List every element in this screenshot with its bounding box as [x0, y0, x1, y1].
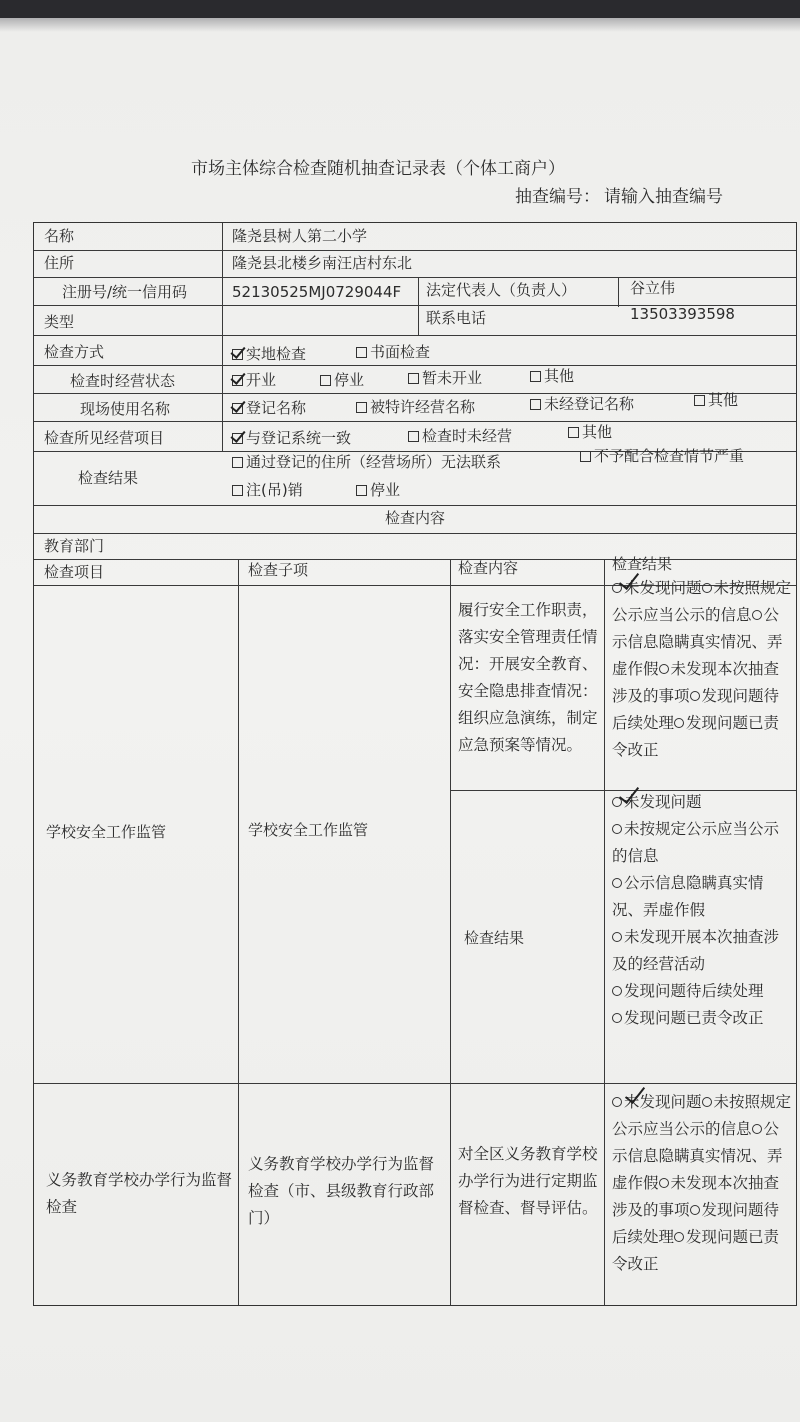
checkbox[interactable] [320, 375, 331, 386]
row2-content: 对全区义务教育学校办学行为进行定期监督检查、督导评估。 [458, 1145, 598, 1217]
option-label: 未发现本次抽查涉及的事项 [612, 1174, 780, 1219]
option-label: 未发现问题 [624, 579, 702, 597]
paper-shadow [0, 18, 800, 32]
checkbox[interactable] [694, 395, 705, 406]
option-label: 通过登记的住所（经营场所）无法联系 [246, 453, 502, 471]
rule [34, 533, 796, 534]
rule [618, 277, 619, 307]
reg-value: 52130525MJ0729044F [232, 283, 402, 301]
col-result-header: 检查结果 [612, 555, 673, 573]
option-label: 书面检查 [370, 343, 431, 361]
result-option[interactable] [612, 924, 794, 978]
option-label: 未按规定公示应当公示的信息 [612, 820, 780, 865]
address-label: 住所 [44, 254, 75, 272]
status-label: 检查时经营状态 [70, 372, 176, 390]
radio[interactable] [612, 824, 622, 834]
option-suspended[interactable] [356, 479, 400, 500]
phone-label: 联系电话 [426, 309, 487, 327]
option-label: 发现问题待后续处理 [612, 1201, 780, 1246]
rule [34, 559, 796, 560]
type-label: 类型 [44, 313, 75, 331]
option-label: 被特许经营名称 [370, 398, 476, 416]
rule [34, 277, 796, 278]
row1-content: 履行安全工作职责，落实安全管理责任情况：开展安全教育、安全隐患排查情况：组织应急演练，制定应急预案等情况。 [458, 601, 598, 754]
radio[interactable] [612, 878, 622, 888]
result-option[interactable] [612, 1005, 794, 1032]
option-label: 公示信息隐瞒真实情况、弄虚作假 [612, 606, 783, 678]
radio[interactable] [752, 1124, 762, 1134]
option-label: 其他 [708, 391, 739, 409]
option-open[interactable] [232, 369, 276, 390]
checkbox-checked[interactable] [232, 349, 243, 360]
option-not-operating[interactable] [408, 425, 512, 446]
option-label: 发现问题待后续处理 [624, 982, 764, 1000]
radio[interactable] [612, 1013, 622, 1023]
option-closed[interactable] [320, 369, 364, 390]
radio[interactable] [702, 583, 712, 593]
option-unreachable[interactable] [232, 451, 501, 472]
row1-item: 学校安全工作监管 [46, 823, 167, 841]
option-name-other[interactable] [694, 389, 738, 410]
option-uncooperative[interactable] [580, 445, 744, 466]
checkbox-checked[interactable] [232, 403, 243, 414]
phone-value: 13503393598 [630, 305, 735, 323]
option-label: 发现问题待后续处理 [612, 687, 780, 732]
checkbox[interactable] [356, 485, 367, 496]
radio[interactable] [674, 1232, 684, 1242]
method-label: 检查方式 [44, 343, 105, 361]
rule [450, 559, 451, 1305]
option-label: 检查时未经营 [422, 427, 513, 445]
name-label: 名称 [44, 227, 75, 245]
option-status-other[interactable] [530, 365, 574, 386]
option-registered-name[interactable] [232, 397, 306, 418]
rule [34, 250, 796, 251]
option-label: 未发现本次抽查涉及的事项 [612, 660, 780, 705]
col-item-header: 检查项目 [44, 563, 105, 581]
col-content-header: 检查内容 [458, 559, 519, 577]
option-label: 发现问题已责令改正 [624, 1009, 764, 1027]
result-label: 检查结果 [78, 469, 139, 487]
legal-rep-label: 法定代表人（负责人） [426, 281, 577, 299]
radio[interactable] [612, 986, 622, 996]
option-label: 发现问题已责令改正 [612, 1228, 780, 1273]
row2-result-options [612, 1089, 794, 1278]
business-label: 检查所见经营项目 [44, 429, 165, 447]
option-label: 未按照规定公示应当公示的信息 [612, 1093, 792, 1138]
option-consistent[interactable] [232, 427, 351, 448]
result-option[interactable] [612, 870, 794, 924]
checkbox[interactable] [356, 347, 367, 358]
option-label: 登记名称 [246, 399, 307, 417]
option-label: 发现问题已责令改正 [612, 714, 780, 759]
legal-rep-value: 谷立伟 [630, 279, 676, 297]
option-label: 其他 [582, 423, 613, 441]
option-franchise-name[interactable] [356, 396, 475, 417]
name-value: 隆尧县树人第二小学 [232, 227, 368, 245]
rule [604, 559, 605, 1305]
name-use-label: 现场使用名称 [80, 400, 171, 418]
address-value: 隆尧县北楼乡南汪店村东北 [232, 254, 413, 272]
checkbox[interactable] [232, 457, 243, 468]
inspection-number-value[interactable]: 请输入抽查编号 [604, 187, 723, 207]
rule [34, 421, 796, 422]
rule [34, 335, 796, 336]
option-label: 未经登记名称 [544, 395, 635, 413]
rule [34, 505, 796, 506]
row1-result2-options [612, 789, 794, 1032]
radio[interactable] [674, 718, 684, 728]
result-option[interactable] [612, 789, 794, 816]
row2-subitem: 义务教育学校办学行为监督检查（市、县级教育行政部门） [248, 1155, 435, 1227]
radio[interactable] [659, 664, 669, 674]
option-label: 未发现问题 [624, 793, 702, 811]
result-option[interactable] [612, 816, 794, 870]
checkbox[interactable] [580, 451, 591, 462]
row1-result-options [612, 575, 794, 764]
option-label: 停业 [334, 371, 365, 389]
option-label: 未发现问题 [624, 1093, 702, 1111]
radio[interactable] [702, 1097, 712, 1107]
option-written[interactable] [356, 341, 430, 362]
rule [34, 365, 796, 366]
option-label: 与登记系统一致 [246, 429, 352, 447]
content-heading: 检查内容 [384, 509, 445, 527]
radio[interactable] [612, 932, 622, 942]
radio-checked[interactable] [612, 1097, 622, 1107]
option-label: 未按照规定公示应当公示的信息 [612, 579, 792, 624]
radio[interactable] [690, 1205, 700, 1215]
checkbox[interactable] [232, 485, 243, 496]
rule [238, 559, 239, 1305]
row2-item: 义务教育学校办学行为监督检查 [46, 1171, 233, 1216]
inspection-form [33, 222, 797, 1306]
option-business-other[interactable] [568, 421, 612, 442]
rule [418, 277, 419, 335]
radio[interactable] [752, 610, 762, 620]
option-onsite[interactable] [232, 343, 306, 364]
option-cancelled[interactable] [232, 479, 303, 500]
radio[interactable] [690, 691, 700, 701]
reg-label: 注册号/统一信用码 [62, 283, 188, 301]
option-label: 注(吊)销 [246, 481, 303, 499]
radio[interactable] [659, 1178, 669, 1188]
option-label: 停业 [370, 481, 401, 499]
inspection-number-label: 抽查编号： [515, 187, 600, 207]
result-option[interactable] [612, 978, 794, 1005]
row1-subitem: 学校安全工作监管 [248, 821, 369, 839]
rule [34, 1083, 796, 1084]
option-unregistered-name[interactable] [530, 393, 634, 414]
inspection-number [515, 182, 723, 207]
option-label: 其他 [544, 367, 575, 385]
rule [34, 393, 796, 394]
checkbox[interactable] [356, 402, 367, 413]
option-label: 未发现开展本次抽查涉及的经营活动 [612, 928, 780, 973]
option-label: 暂未开业 [422, 369, 483, 387]
row1-result-title: 检查结果 [464, 929, 525, 947]
department-label: 教育部门 [44, 537, 105, 555]
checkbox[interactable] [408, 431, 419, 442]
option-label: 不予配合检查情节严重 [594, 447, 745, 465]
document-title: 市场主体综合检查随机抽查记录表（个体工商户） [191, 159, 565, 179]
checkbox[interactable] [530, 371, 541, 382]
option-label: 实地检查 [246, 345, 307, 363]
rule [222, 223, 223, 451]
option-not-open[interactable] [408, 367, 482, 388]
checkbox[interactable] [408, 373, 419, 384]
checkbox-checked[interactable] [232, 375, 243, 386]
col-subitem-header: 检查子项 [248, 561, 309, 579]
checkbox-checked[interactable] [232, 433, 243, 444]
option-label: 开业 [246, 371, 277, 389]
option-label: 公示信息隐瞒真实情况、弄虚作假 [612, 1120, 783, 1192]
checkbox[interactable] [530, 399, 541, 410]
checkbox[interactable] [568, 427, 579, 438]
option-label: 公示信息隐瞒真实情况、弄虚作假 [612, 874, 764, 919]
